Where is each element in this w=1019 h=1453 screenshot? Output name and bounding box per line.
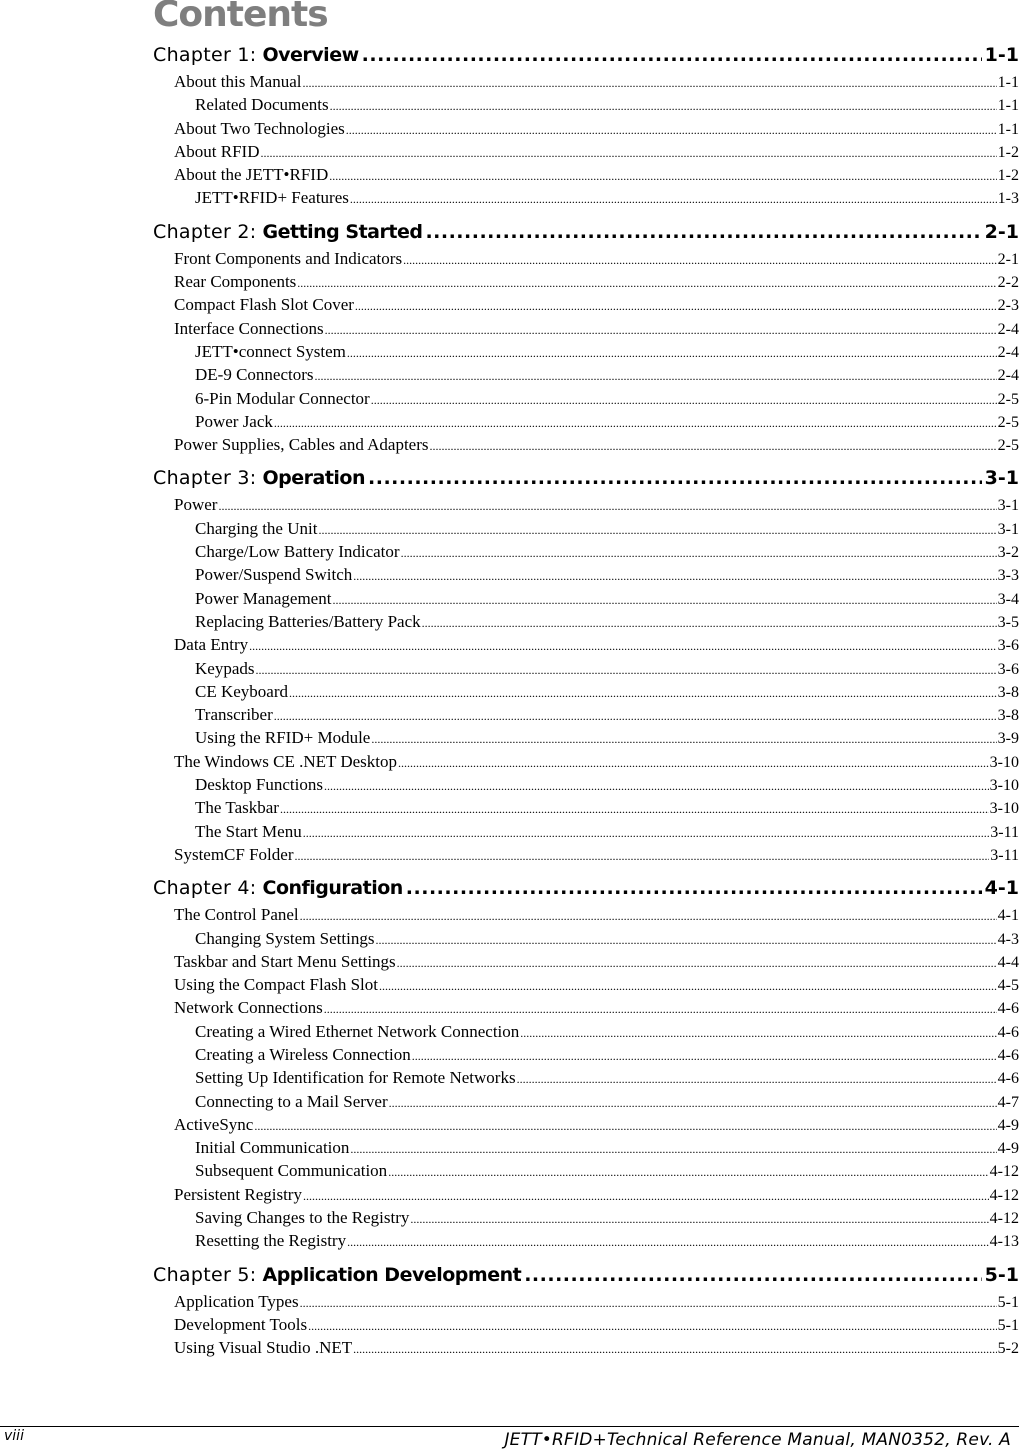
dot-leader [315, 365, 997, 385]
toc-entry-page: 3-10 [989, 800, 1019, 818]
toc-entry-page: 4-7 [997, 1093, 1019, 1111]
toc-entry-title: About the JETT•RFID [174, 165, 329, 185]
toc-entry[interactable] [153, 589, 1019, 612]
toc-entry-title: JETT•connect System [195, 341, 346, 361]
toc-entry[interactable] [153, 1161, 1019, 1184]
toc-entry[interactable] [153, 272, 1019, 295]
toc-entry-page: 2-2 [997, 274, 1019, 292]
toc-entry-page: 3-3 [997, 567, 1019, 585]
toc-entry[interactable] [153, 565, 1019, 588]
toc-entry[interactable] [153, 752, 1019, 775]
dot-leader [403, 249, 997, 269]
chapter-name: Overview [262, 44, 359, 66]
toc-entry-page: 3-8 [997, 683, 1019, 701]
chapter-name: Configuration [262, 877, 403, 900]
toc-entry[interactable] [153, 682, 1019, 705]
chapter-name: Operation [262, 467, 366, 490]
toc-entry[interactable] [153, 1068, 1019, 1091]
dot-leader [324, 998, 997, 1018]
toc-entry-page: 1-2 [997, 167, 1019, 185]
toc-entry-title: Creating a Wireless Connection [195, 1044, 411, 1064]
toc-entry[interactable] [153, 1022, 1019, 1045]
toc-entry-title: Keypads [195, 658, 255, 678]
toc-entry-title: Connecting to a Mail Server [195, 1091, 388, 1111]
toc-entry-title: The Taskbar [195, 798, 279, 818]
toc-entry[interactable] [153, 1338, 1019, 1361]
dot-leader [397, 952, 997, 972]
dot-leader [325, 319, 997, 339]
toc-entry[interactable] [153, 365, 1019, 388]
toc-entry-page: 4-3 [997, 930, 1019, 948]
toc-entry-title: About Two Technologies [174, 118, 345, 138]
toc-entry[interactable] [153, 95, 1019, 118]
dot-leader [524, 1264, 981, 1286]
toc-entry-page: 1-1 [997, 120, 1019, 138]
dot-leader [318, 519, 996, 539]
toc-entry-title: Data Entry [174, 635, 249, 655]
toc-entry-page: 4-9 [997, 1116, 1019, 1134]
toc-entry-title: Resetting the Registry [195, 1231, 347, 1251]
footer-manual-title: JETT•RFID+Technical Reference Manual, MAN0352, Rev. A [504, 1430, 1011, 1450]
toc-entry[interactable] [153, 1115, 1019, 1138]
toc-entry[interactable] [153, 1208, 1019, 1231]
toc-entry-title: Taskbar and Start Menu Settings [174, 951, 396, 971]
chapter-page: 1-1 [984, 44, 1019, 66]
toc-entry-title: Development Tools [174, 1314, 308, 1334]
dot-leader [324, 775, 989, 795]
toc-entry-page: 5-1 [997, 1316, 1019, 1334]
toc-entry-page: 4-6 [997, 1070, 1019, 1088]
toc-entry-title: Charging the Unit [195, 518, 318, 538]
toc-entry-page: 3-1 [997, 520, 1019, 538]
toc-entry-title: Charge/Low Battery Indicator [195, 542, 400, 562]
dot-leader [389, 1092, 997, 1112]
chapter-page: 5-1 [984, 1263, 1019, 1286]
chapter-label: Chapter 2: [153, 220, 257, 243]
toc-entry-title: Compact Flash Slot Cover [174, 295, 354, 315]
chapter-entry[interactable] [153, 877, 1019, 905]
toc-entry[interactable] [153, 389, 1019, 412]
toc-entry-title: Desktop Functions [195, 775, 323, 795]
dot-leader [398, 752, 989, 772]
toc-entry-page: 4-6 [997, 1046, 1019, 1064]
toc-entry[interactable] [153, 1185, 1019, 1208]
dot-leader [350, 1138, 996, 1158]
toc-entry-page: 2-4 [997, 320, 1019, 338]
dot-leader [347, 342, 997, 362]
toc-entry[interactable] [153, 542, 1019, 565]
toc-entry-title: Initial Communication [195, 1138, 350, 1158]
dot-leader [350, 188, 997, 208]
chapter-label: Chapter 5: [153, 1263, 257, 1286]
chapter-name: Getting Started [262, 220, 423, 243]
dot-leader [332, 589, 996, 609]
page-title: Contents [153, 0, 328, 35]
toc-entry[interactable] [153, 705, 1019, 728]
toc-entry-page: 2-5 [997, 390, 1019, 408]
toc-entry[interactable] [153, 435, 1019, 458]
chapter-label: Chapter 3: [153, 467, 257, 490]
toc-entry-title: CE Keyboard [195, 681, 289, 701]
chapter-label: Chapter 4: [153, 877, 257, 900]
chapter-entry[interactable] [153, 1264, 1019, 1292]
toc-entry[interactable] [153, 998, 1019, 1021]
toc-entry-title: Network Connections [174, 998, 323, 1018]
dot-leader [295, 845, 990, 865]
toc-entry[interactable] [153, 659, 1019, 682]
toc-entry-page: 1-3 [997, 190, 1019, 208]
toc-entry-title: Power Management [195, 588, 332, 608]
dot-leader [379, 975, 997, 995]
toc-entry-page: 4-1 [997, 907, 1019, 925]
toc-entry[interactable] [153, 188, 1019, 211]
dot-leader [388, 1161, 988, 1181]
chapter-entry[interactable] [153, 221, 1019, 249]
toc-entry-page: 5-1 [997, 1293, 1019, 1311]
dot-leader [353, 565, 996, 585]
toc-entry-title: About RFID [174, 141, 260, 161]
footer-divider [0, 1426, 1019, 1427]
dot-leader [347, 1231, 989, 1251]
toc-entry[interactable] [153, 845, 1019, 868]
toc-entry[interactable] [153, 1292, 1019, 1315]
toc-entry[interactable] [153, 142, 1019, 165]
dot-leader [303, 72, 997, 92]
toc-entry-title: Power Supplies, Cables and Adapters [174, 435, 429, 455]
chapter-page: 2-1 [984, 220, 1019, 243]
dot-leader [375, 929, 996, 949]
dot-leader [517, 1068, 997, 1088]
toc-entry-title: Setting Up Identification for Remote Networks [195, 1068, 516, 1088]
toc-entry-page: 1-2 [997, 143, 1019, 161]
toc-entry-title: Power [174, 495, 218, 515]
toc-entry-title: Using Visual Studio .NET [174, 1338, 353, 1358]
dot-leader [422, 612, 997, 632]
toc-entry-title: The Windows CE .NET Desktop [174, 751, 397, 771]
chapter-entry[interactable] [153, 467, 1019, 495]
toc-entry[interactable] [153, 952, 1019, 975]
toc-entry-title: Rear Components [174, 272, 297, 292]
toc-entry-page: 3-10 [989, 753, 1019, 771]
toc-entry-page: 4-13 [989, 1233, 1019, 1251]
toc-entry-page: 4-6 [997, 1000, 1019, 1018]
toc-entry[interactable] [153, 342, 1019, 365]
toc-entry-page: 1-1 [997, 97, 1019, 115]
toc-entry-page: 3-9 [997, 730, 1019, 748]
toc-entry[interactable] [153, 295, 1019, 318]
dot-leader [346, 119, 997, 139]
footer-page-number: viii [4, 1428, 24, 1444]
dot-leader [410, 1208, 988, 1228]
toc-entry-page: 2-4 [997, 343, 1019, 361]
toc-entry-title: Subsequent Communication [195, 1161, 388, 1181]
toc-entry[interactable] [153, 72, 1019, 95]
toc-entry-page: 3-8 [997, 707, 1019, 725]
toc-entry-page: 4-5 [997, 977, 1019, 995]
toc-entry-title: Interface Connections [174, 318, 324, 338]
toc-entry-page: 3-6 [997, 637, 1019, 655]
dot-leader [274, 412, 997, 432]
chapter-label: Chapter 1: [153, 44, 257, 66]
toc-entry[interactable] [153, 1315, 1019, 1338]
toc-entry-page: 3-6 [997, 660, 1019, 678]
toc-entry-title: DE-9 Connectors [195, 365, 314, 385]
toc-entry-page: 5-2 [997, 1340, 1019, 1358]
toc-entry-title: Using the RFID+ Module [195, 728, 371, 748]
toc-entry[interactable] [153, 775, 1019, 798]
toc-entry[interactable] [153, 119, 1019, 142]
dot-leader [260, 142, 996, 162]
toc-entry-title: Related Documents [195, 95, 329, 115]
toc-entry-title: Using the Compact Flash Slot [174, 975, 378, 995]
dot-leader [330, 95, 997, 115]
chapter-page: 4-1 [984, 877, 1019, 900]
toc-entry[interactable] [153, 612, 1019, 635]
toc-entry-title: Changing System Settings [195, 928, 375, 948]
toc-entry-title: The Start Menu [195, 821, 302, 841]
dot-leader [329, 165, 996, 185]
dot-leader [412, 1045, 997, 1065]
dot-leader [371, 728, 996, 748]
dot-leader [297, 272, 996, 292]
dot-leader [401, 542, 997, 562]
toc-entry[interactable] [153, 1045, 1019, 1068]
toc-entry-page: 4-12 [989, 1186, 1019, 1204]
toc-entry[interactable] [153, 975, 1019, 998]
toc-entry-title: Saving Changes to the Registry [195, 1208, 410, 1228]
dot-leader [289, 682, 997, 702]
toc-entry-title: Power Jack [195, 411, 273, 431]
dot-leader [303, 822, 990, 842]
toc-entry[interactable] [153, 165, 1019, 188]
chapter-entry[interactable] [153, 44, 1019, 72]
toc-entry[interactable] [153, 635, 1019, 658]
dot-leader [406, 877, 982, 899]
toc-entry-page: 3-1 [997, 497, 1019, 515]
dot-leader [255, 659, 996, 679]
toc-entry-page: 4-4 [997, 953, 1019, 971]
toc-entry[interactable] [153, 822, 1019, 845]
toc-entry-page: 2-5 [997, 437, 1019, 455]
toc-entry-page: 4-6 [997, 1023, 1019, 1041]
dot-leader [355, 295, 997, 315]
toc-entry-title: SystemCF Folder [174, 844, 294, 864]
toc-entry-title: Persistent Registry [174, 1184, 302, 1204]
dot-leader [353, 1338, 997, 1358]
toc-entry-page: 1-1 [997, 74, 1019, 91]
toc-entry[interactable] [153, 1092, 1019, 1115]
toc-entry-title: About this Manual [174, 72, 302, 91]
dot-leader [300, 905, 997, 925]
toc-entry[interactable] [153, 519, 1019, 542]
toc-entry-page: 2-3 [997, 297, 1019, 315]
dot-leader [280, 798, 989, 818]
toc-entry-title: The Control Panel [174, 905, 299, 925]
toc-entry-title: Application Types [174, 1291, 299, 1311]
dot-leader [300, 1292, 997, 1312]
toc-entry-page: 3-4 [997, 590, 1019, 608]
dot-leader [249, 635, 997, 655]
dot-leader [308, 1315, 997, 1335]
toc-entry[interactable] [153, 929, 1019, 952]
dot-leader [371, 389, 997, 409]
toc-entry-page: 3-5 [997, 613, 1019, 631]
toc-entry-page: 4-9 [997, 1140, 1019, 1158]
chapter-page: 3-1 [984, 467, 1019, 490]
toc-entry[interactable] [153, 1231, 1019, 1254]
toc-entry[interactable] [153, 1138, 1019, 1161]
dot-leader [425, 221, 981, 243]
toc-entry-title: 6-Pin Modular Connector [195, 388, 370, 408]
dot-leader [274, 705, 997, 725]
toc-entry-title: Transcriber [195, 705, 273, 725]
toc-entry-title: Front Components and Indicators [174, 248, 403, 268]
dot-leader [368, 467, 982, 489]
toc-entry-page: 2-4 [997, 367, 1019, 385]
toc-entry[interactable] [153, 728, 1019, 751]
chapter-name: Application Development [262, 1263, 522, 1286]
toc-entry-title: Creating a Wired Ethernet Network Connection [195, 1021, 520, 1041]
table-of-contents [153, 44, 1019, 1362]
toc-entry-page: 4-12 [989, 1210, 1019, 1228]
toc-entry-title: Power/Suspend Switch [195, 565, 353, 585]
toc-entry[interactable] [153, 249, 1019, 272]
toc-entry-page: 3-10 [989, 777, 1019, 795]
toc-entry[interactable] [153, 319, 1019, 342]
dot-leader [303, 1185, 989, 1205]
toc-entry-page: 3-11 [990, 846, 1019, 864]
toc-entry-page: 3-2 [997, 544, 1019, 562]
dot-leader [218, 495, 996, 515]
toc-entry-page: 4-12 [989, 1163, 1019, 1181]
toc-entry[interactable] [153, 905, 1019, 928]
dot-leader [254, 1115, 996, 1135]
toc-entry[interactable] [153, 495, 1019, 518]
toc-entry-title: JETT•RFID+ Features [195, 188, 349, 208]
toc-entry-page: 2-5 [997, 413, 1019, 431]
dot-leader [430, 435, 997, 455]
dot-leader [362, 44, 982, 66]
toc-entry[interactable] [153, 412, 1019, 435]
toc-entry-title: ActiveSync [174, 1114, 254, 1134]
dot-leader [520, 1022, 996, 1042]
toc-entry-title: Replacing Batteries/Battery Pack [195, 611, 421, 631]
toc-entry-page: 2-1 [997, 250, 1019, 268]
toc-entry-page: 3-11 [990, 823, 1019, 841]
toc-entry[interactable] [153, 798, 1019, 821]
